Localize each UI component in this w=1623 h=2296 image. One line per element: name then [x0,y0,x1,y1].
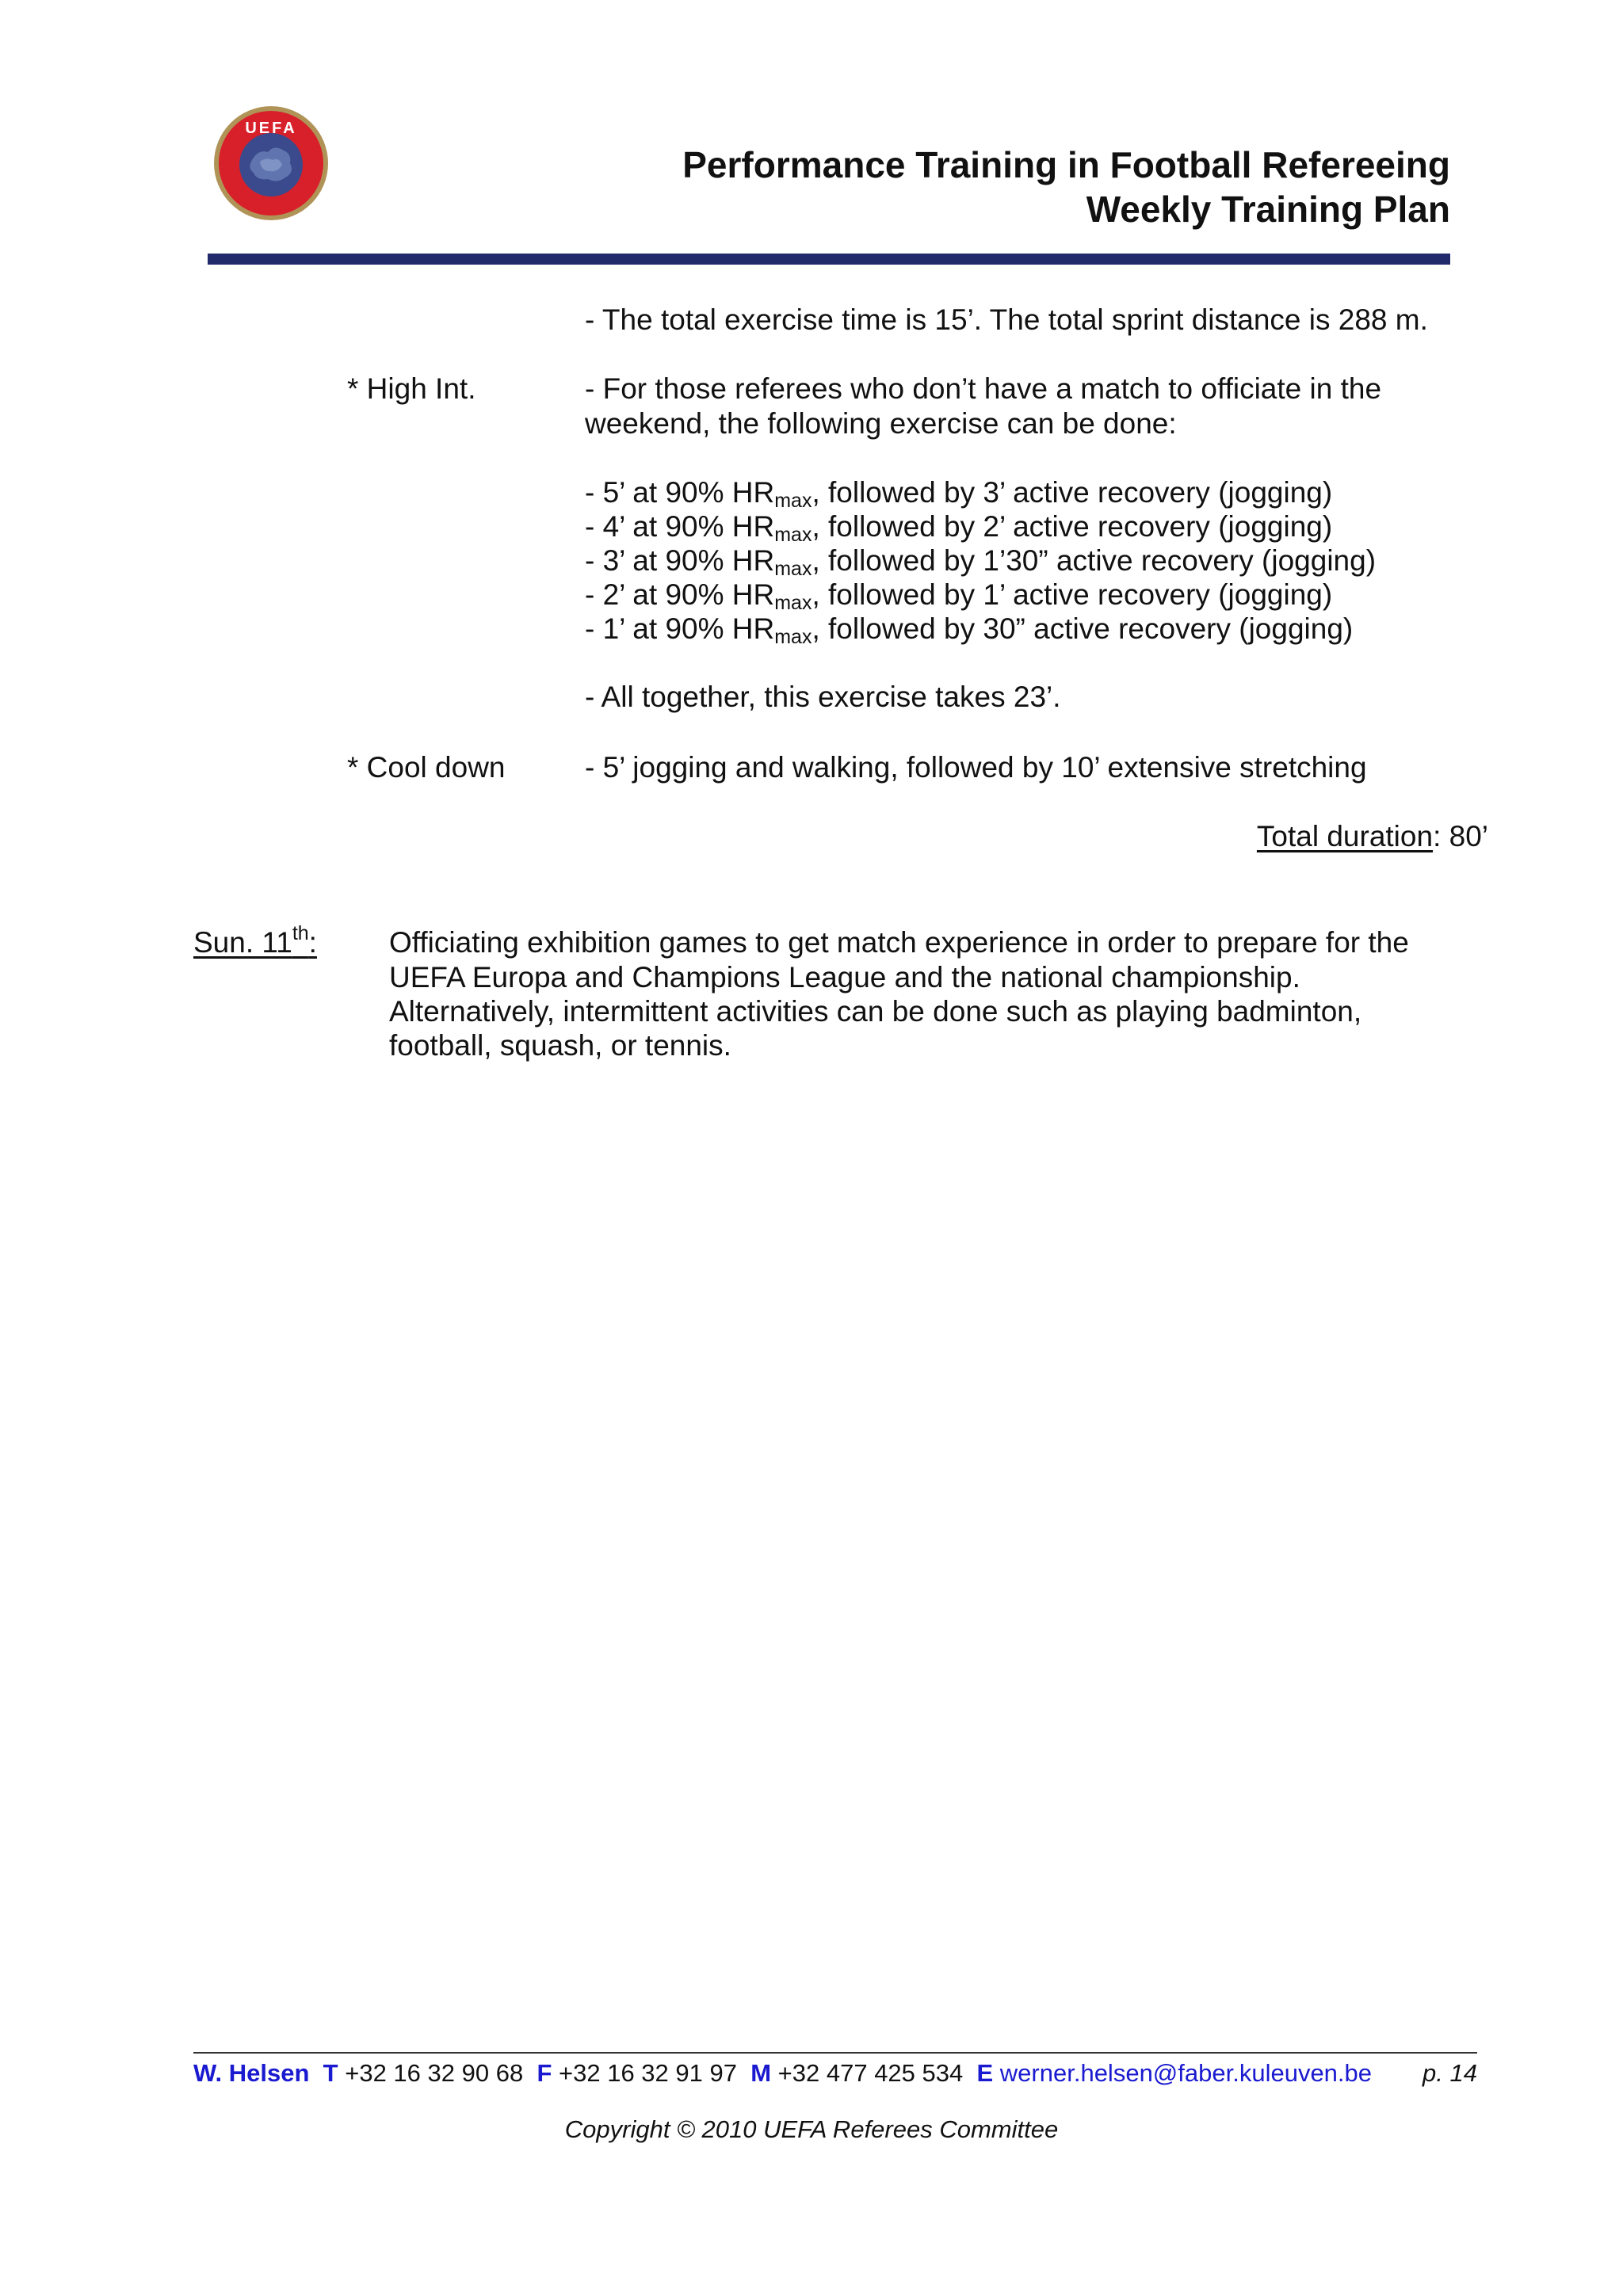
fax-value: +32 16 32 91 97 [559,2059,737,2087]
sunday-text-line: Officiating exhibition games to get match experience in order to prepare for the [389,926,1409,959]
mobile-value: +32 477 425 534 [777,2059,964,2087]
total-duration [1257,819,1488,854]
doc-subtitle: Weekly Training Plan [1086,189,1450,230]
sunday-text-line: football, squash, or tennis. [389,1029,731,1062]
copyright: Copyright © 2010 UEFA Referees Committee [564,2115,1059,2143]
logo-text: UEFA [245,120,297,137]
footer-divider [193,2052,1477,2054]
sunday-text-line: UEFA Europa and Champions League and the national championship. [389,961,1300,994]
interval-rep: - 2’ at 90% $HR_{max}$, followed by 1’ active recovery (jogging) [585,578,1333,614]
footer-name: W. Helsen [193,2059,310,2087]
page-number: p. 14 [1423,2059,1477,2087]
total-duration-label: Total duration [1256,820,1434,852]
footer-contact [193,2056,1477,2091]
interval-rep: - 5’ at 90% $HR_{max}$, followed by 3’ active recovery (jogging) [585,476,1333,512]
uefa-logo [212,105,330,222]
interval-rep: - 1’ at 90% $HR_{max}$, followed by 30” active recovery (jogging) [585,612,1354,648]
high-int-intro-2: weekend, the following exercise can be done: [585,407,1177,440]
cool-down-label: * Cool down [347,751,506,784]
high-int-label: * High Int. [347,372,476,405]
cool-down-text: - 5’ jogging and walking, followed by 10’ extensive stretching [585,751,1367,784]
header-divider [208,254,1450,265]
total-exercise-line: - The total exercise time is 15’. The total sprint distance is 288 m. [585,303,1428,336]
sunday-label: Sun. 11th: [193,922,317,959]
total-duration-value: : 80’ [1433,820,1488,852]
uefa-logo-icon [212,105,330,222]
email-link[interactable]: werner.helsen@faber.kuleuven.be [999,2059,1373,2087]
interval-rep: - 4’ at 90% $HR_{max}$, followed by 2’ active recovery (jogging) [585,510,1333,546]
mobile-label: M [750,2059,772,2087]
doc-title: Performance Training in Football Refereeing [682,144,1450,185]
high-int-intro-1: - For those referees who don’t have a match to officiate in the [585,372,1382,405]
interval-rep: - 3’ at 90% $HR_{max}$, followed by 1’30” active recovery (jogging) [585,544,1377,580]
phone-label: T [323,2059,338,2087]
email-label: E [976,2059,994,2087]
phone-value: +32 16 32 90 68 [345,2059,524,2087]
sunday-text-line: Alternatively, intermittent activities can be done such as playing badminton, [389,995,1362,1028]
fax-label: F [537,2059,552,2087]
exercise-summary: - All together, this exercise takes 23’. [585,681,1061,713]
